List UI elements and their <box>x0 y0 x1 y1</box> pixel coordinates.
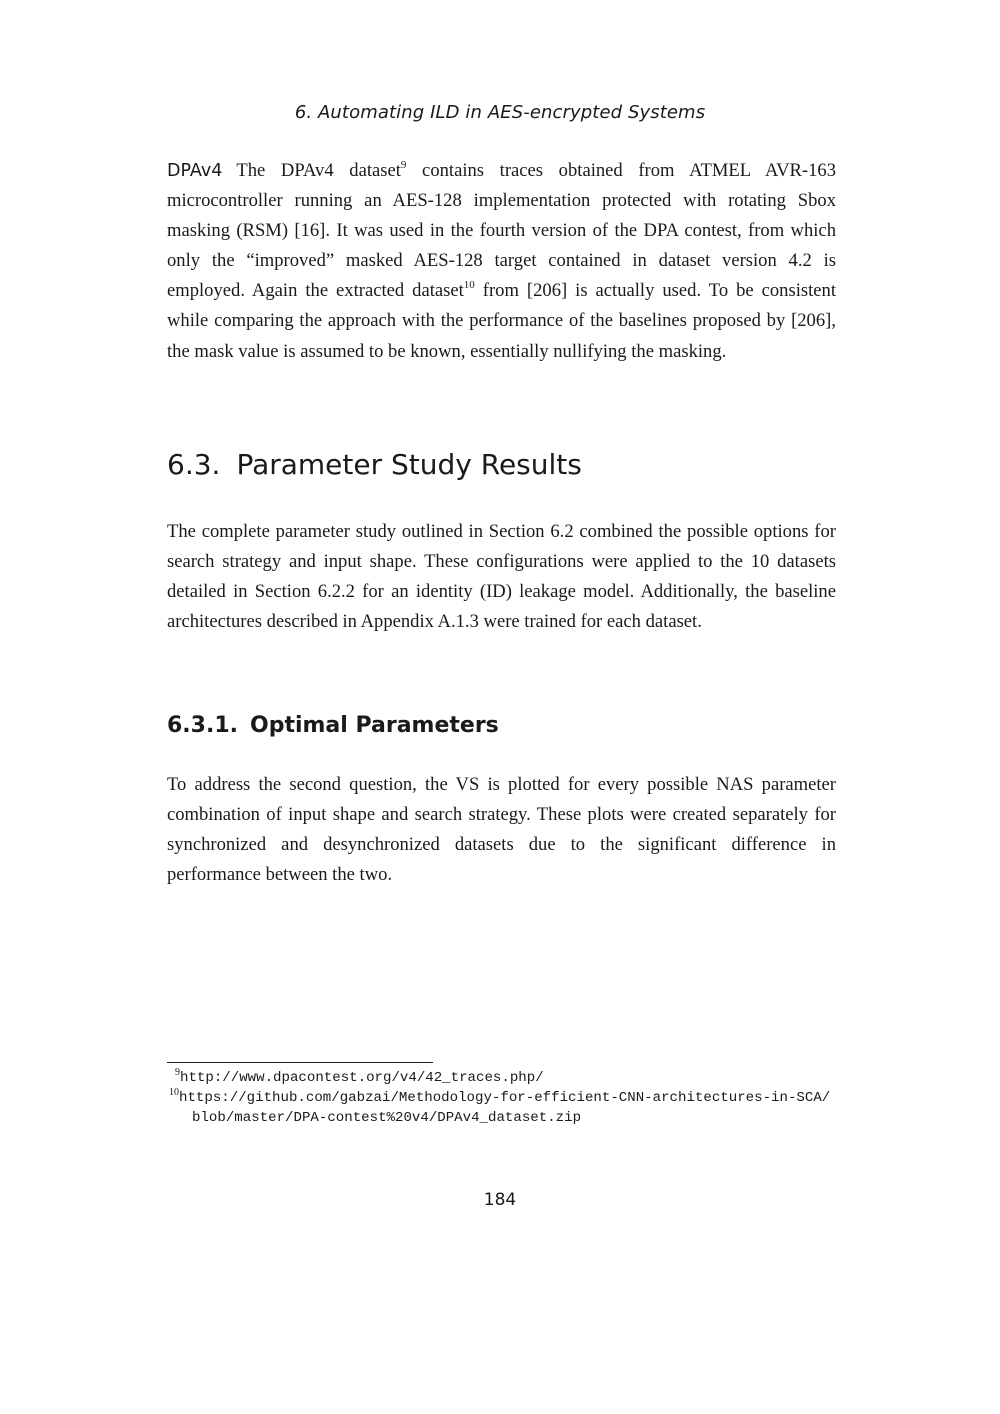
footnote-ref-10[interactable]: 10 <box>463 279 475 292</box>
footnote-mark-10: 10 <box>169 1087 179 1098</box>
footnote-10-continuation[interactable]: blob/master/DPA-contest%20v4/DPAv4_dataset.zip <box>192 1110 582 1126</box>
section-paragraph-text: The complete parameter study outlined in Section 6.2 combined the possible options for search strategy and input shape. These configurations were applied to the 10 datasets detailed in Section 6.2.2 for an identity (ID) leakage model. Additionally, the baseline architectures described in Appendix A.1.3 were trained for each dataset. <box>167 521 836 633</box>
paragraph-text-part-3: from [206] is actually used. To be consistent while comparing the approach with the performance of the baselines proposed by [206], the mask value is assumed to be known, essentially nullifying the masking. <box>167 280 836 362</box>
paragraph-text-part-1: The DPAv4 dataset <box>236 160 401 181</box>
footnote-link-10[interactable]: https://github.com/gabzai/Methodology-for-efficient-CNN-architectures-in-SCA/ <box>179 1090 831 1106</box>
footnote-ref-9[interactable]: 9 <box>400 159 407 171</box>
section-heading <box>167 448 582 481</box>
section-paragraph <box>167 517 836 637</box>
subsection-number: 6.3.1. <box>167 713 238 738</box>
page-number: 184 <box>483 1190 517 1210</box>
running-header: 6. Automating ILD in AES-encrypted Systems <box>294 102 706 123</box>
footnote-mark-9: 9 <box>175 1067 180 1078</box>
footnote-rule <box>167 1062 433 1063</box>
footnote-9 <box>175 1068 544 1088</box>
subsection-heading <box>167 713 499 738</box>
subsection-title: Optimal Parameters <box>250 713 499 738</box>
footnote-10 <box>169 1088 830 1108</box>
subsection-paragraph-text: To address the second question, the VS is plotted for every possible NAS parameter combination of input shape and search strategy. These plots were created separately for synchronized and desynchronized datasets due to the significant difference in performance between the two. <box>167 774 836 886</box>
dpav4-paragraph <box>167 156 836 367</box>
paragraph-text-part-2: contains traces obtained from ATMEL AVR-163 microcontroller running an AES-128 implementation protected with rotating Sbox masking (RSM) [16]. It was used in the fourth version of the DPA contest, from which only the “improved” masked AES-128 target contained in dataset version 4.2 is employed. Again the extracted dataset <box>167 160 836 302</box>
section-number: 6.3. <box>167 448 221 481</box>
section-title: Parameter Study Results <box>236 448 582 481</box>
subsection-paragraph <box>167 770 836 890</box>
footnote-link-9[interactable]: http://www.dpacontest.org/v4/42_traces.php/ <box>180 1070 544 1086</box>
paragraph-label: DPAv4 <box>167 161 223 181</box>
